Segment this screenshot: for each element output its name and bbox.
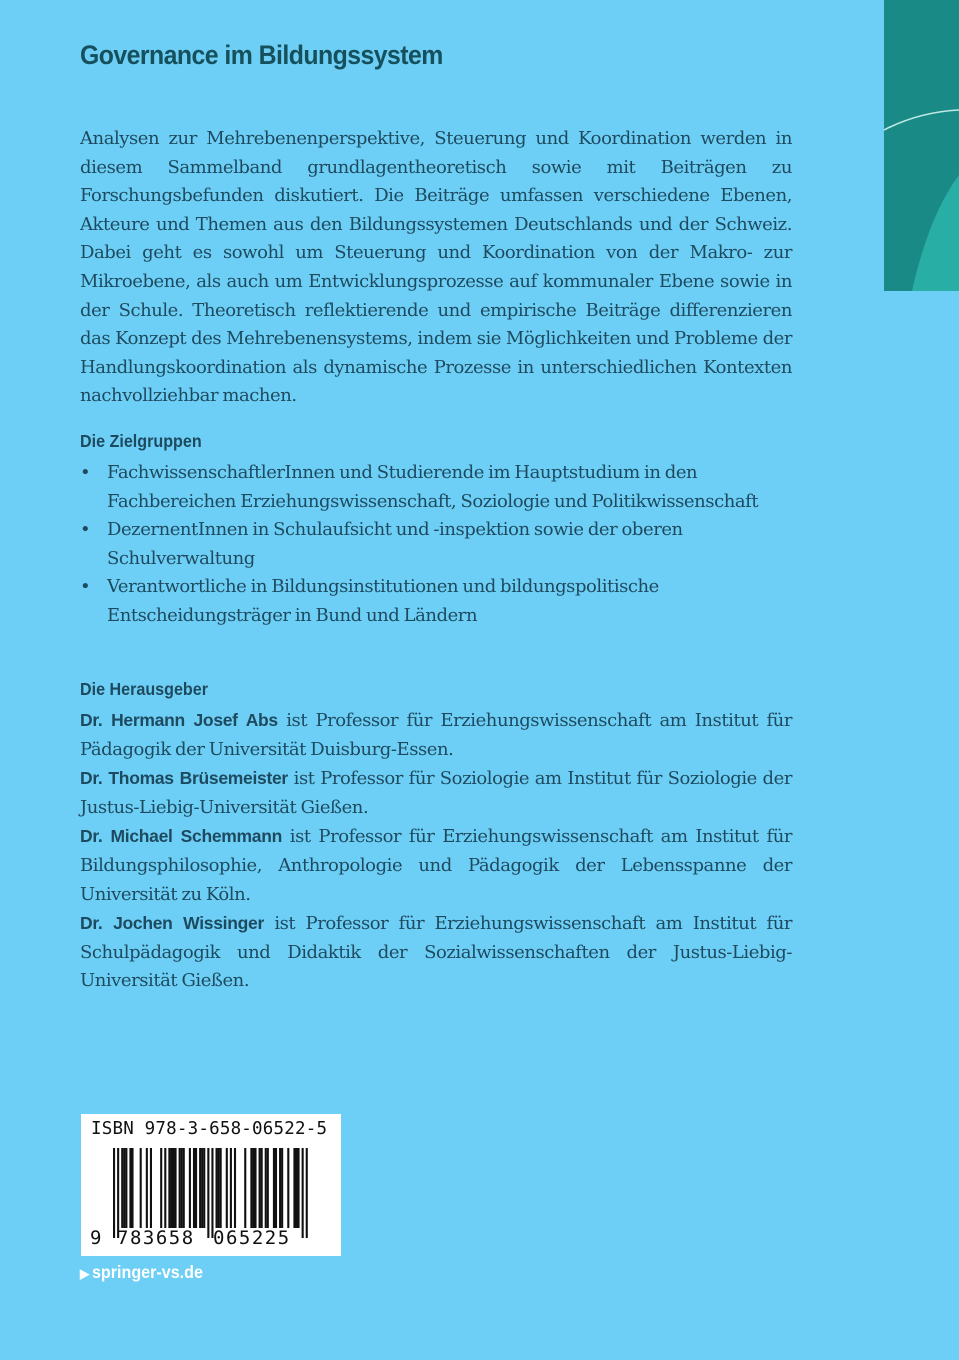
barcode-bar	[298, 1148, 300, 1228]
barcode-bar	[125, 1148, 127, 1228]
barcode-bar	[254, 1148, 256, 1228]
isbn-label: ISBN 978-3-658-06522-5	[91, 1119, 328, 1139]
barcode-bar	[117, 1148, 119, 1238]
barcode-bar	[195, 1148, 197, 1228]
barcode-bar	[216, 1148, 218, 1228]
barcode-bar	[189, 1148, 191, 1228]
decorative-curves	[884, 0, 959, 291]
barcode-bar	[193, 1148, 195, 1228]
barcode-bar	[211, 1148, 213, 1238]
arrow-right-icon: ▶	[80, 1266, 90, 1281]
barcode-bar	[140, 1148, 142, 1228]
editor-bio: ist Professor für Erziehungswissenschaft am Institut für Schulpädagogik und Didaktik der Sozialwissenschaften der Justus-Liebig-Universität Gießen.	[80, 913, 792, 992]
barcode-bar	[131, 1148, 133, 1228]
barcode-left-digits: 783658	[117, 1227, 195, 1249]
barcode-bar	[226, 1148, 228, 1228]
barcode-bar	[179, 1148, 181, 1228]
isbn-barcode	[81, 1114, 341, 1256]
editor-name: Dr. Michael Schemmann	[80, 826, 283, 847]
barcode-bar	[199, 1148, 201, 1228]
barcode-bar	[201, 1148, 203, 1228]
barcode-bar	[220, 1148, 222, 1228]
book-title: Governance im Bildungssystem	[80, 40, 443, 70]
target-groups-list	[80, 459, 780, 631]
barcode-bar	[113, 1148, 115, 1238]
barcode-bar	[259, 1148, 261, 1228]
barcode-bar	[150, 1148, 152, 1228]
barcode-bar	[183, 1148, 185, 1228]
barcode-bar	[287, 1148, 289, 1228]
barcode-bar	[244, 1148, 246, 1228]
editor-bio: ist Professor für Erziehungswissenschaft am Institut für Bildungsphilosophie, Anthropologie und Pädagogik der Lebensspanne der Universität zu Köln.	[80, 826, 792, 905]
editor-name: Dr. Thomas Brüsemeister	[80, 768, 288, 789]
editor-bio: ist Professor für Erziehungswissenschaft am Institut für Pädagogik der Universität Duisburg-Essen.	[80, 710, 792, 760]
barcode-bar	[234, 1148, 236, 1228]
barcode-bar	[281, 1148, 283, 1228]
barcode-bar	[250, 1148, 252, 1228]
barcode-bar	[252, 1148, 254, 1228]
barcode-bar	[273, 1148, 275, 1228]
publisher-website[interactable]	[80, 1262, 203, 1283]
editor-entry	[80, 706, 792, 764]
editor-entry	[80, 909, 792, 996]
list-item: • Verantwortliche in Bildungsinstitutionen und bildungspolitische Entscheidungsträger in Bund und Ländern	[80, 573, 780, 630]
barcode-right-digits: 065225	[213, 1227, 291, 1249]
target-groups-heading: Die Zielgruppen	[80, 431, 202, 451]
editor-entry	[80, 822, 792, 909]
editors-heading: Die Herausgeber	[80, 679, 208, 699]
list-item: • FachwissenschaftlerInnen und Studierende im Hauptstudium in den Fachbereichen Erziehungswissenschaft, Soziologie und Politikwissenschaft	[80, 459, 780, 516]
barcode-bar	[123, 1148, 125, 1228]
editor-name: Dr. Hermann Josef Abs	[80, 710, 278, 730]
editor-entry	[80, 764, 792, 822]
barcode-bar	[207, 1148, 209, 1238]
barcode-bar	[172, 1148, 174, 1228]
barcode-bar	[164, 1148, 166, 1228]
barcode-bar	[230, 1148, 232, 1228]
barcode-bar	[275, 1148, 277, 1228]
barcode-bar	[168, 1148, 170, 1228]
barcode-bar	[170, 1148, 172, 1228]
book-description: Analysen zur Mehrebenenperspektive, Steuerung und Koordination werden in diesem Sammelband grundlagentheoretisch sowie mit Beiträgen zu Forschungsbefunden diskutiert. Die Beiträge umfassen verschiedene Ebenen, Akteure und Themen aus den Bildungssystemen Deutschlands und der Schweiz. Dabei geht es sowohl um Steuerung und Koordination von der Makro- zur Mikroebene, als auch um Entwicklungsprozesse auf kommunaler Ebene sowie in der Schule. Theoretisch reflektierende und empirische Beiträge differenzieren das Konzept des Mehrebenensystems, indem sie Möglichkeiten und Probleme der Handlungskoordination als dynamische Prozesse in unterschiedlichen Kontexten nachvollziehbar machen.	[80, 128, 792, 407]
barcode-bar	[218, 1148, 220, 1228]
barcode-bar	[279, 1148, 281, 1228]
barcode-bar	[160, 1148, 162, 1228]
list-item: • DezernentInnen in Schulaufsicht und -inspektion sowie der oberen Schulverwaltung	[80, 516, 780, 573]
editor-bio: ist Professor für Soziologie am Institut für Soziologie der Justus-Liebig-Universität Gießen.	[80, 768, 792, 818]
editor-name: Dr. Jochen Wissinger	[80, 913, 264, 934]
decorative-corner-panel	[884, 0, 959, 291]
barcode-bar	[121, 1148, 123, 1228]
website-label: springer-vs.de	[91, 1262, 203, 1282]
barcode-bar	[265, 1148, 267, 1228]
barcode-bar	[295, 1148, 297, 1228]
barcode-bar	[129, 1148, 131, 1228]
barcode-bar	[302, 1148, 304, 1238]
barcode-bar	[146, 1148, 148, 1228]
barcode-bar	[203, 1148, 205, 1228]
barcode-bar	[181, 1148, 183, 1228]
barcode-bar	[175, 1148, 177, 1228]
barcode-bar	[267, 1148, 269, 1228]
barcode-first-digit: 9	[90, 1227, 102, 1249]
editors-list	[80, 706, 792, 996]
barcode-bar	[293, 1148, 295, 1228]
barcode-bar	[261, 1148, 263, 1228]
barcode-bar	[306, 1148, 308, 1238]
